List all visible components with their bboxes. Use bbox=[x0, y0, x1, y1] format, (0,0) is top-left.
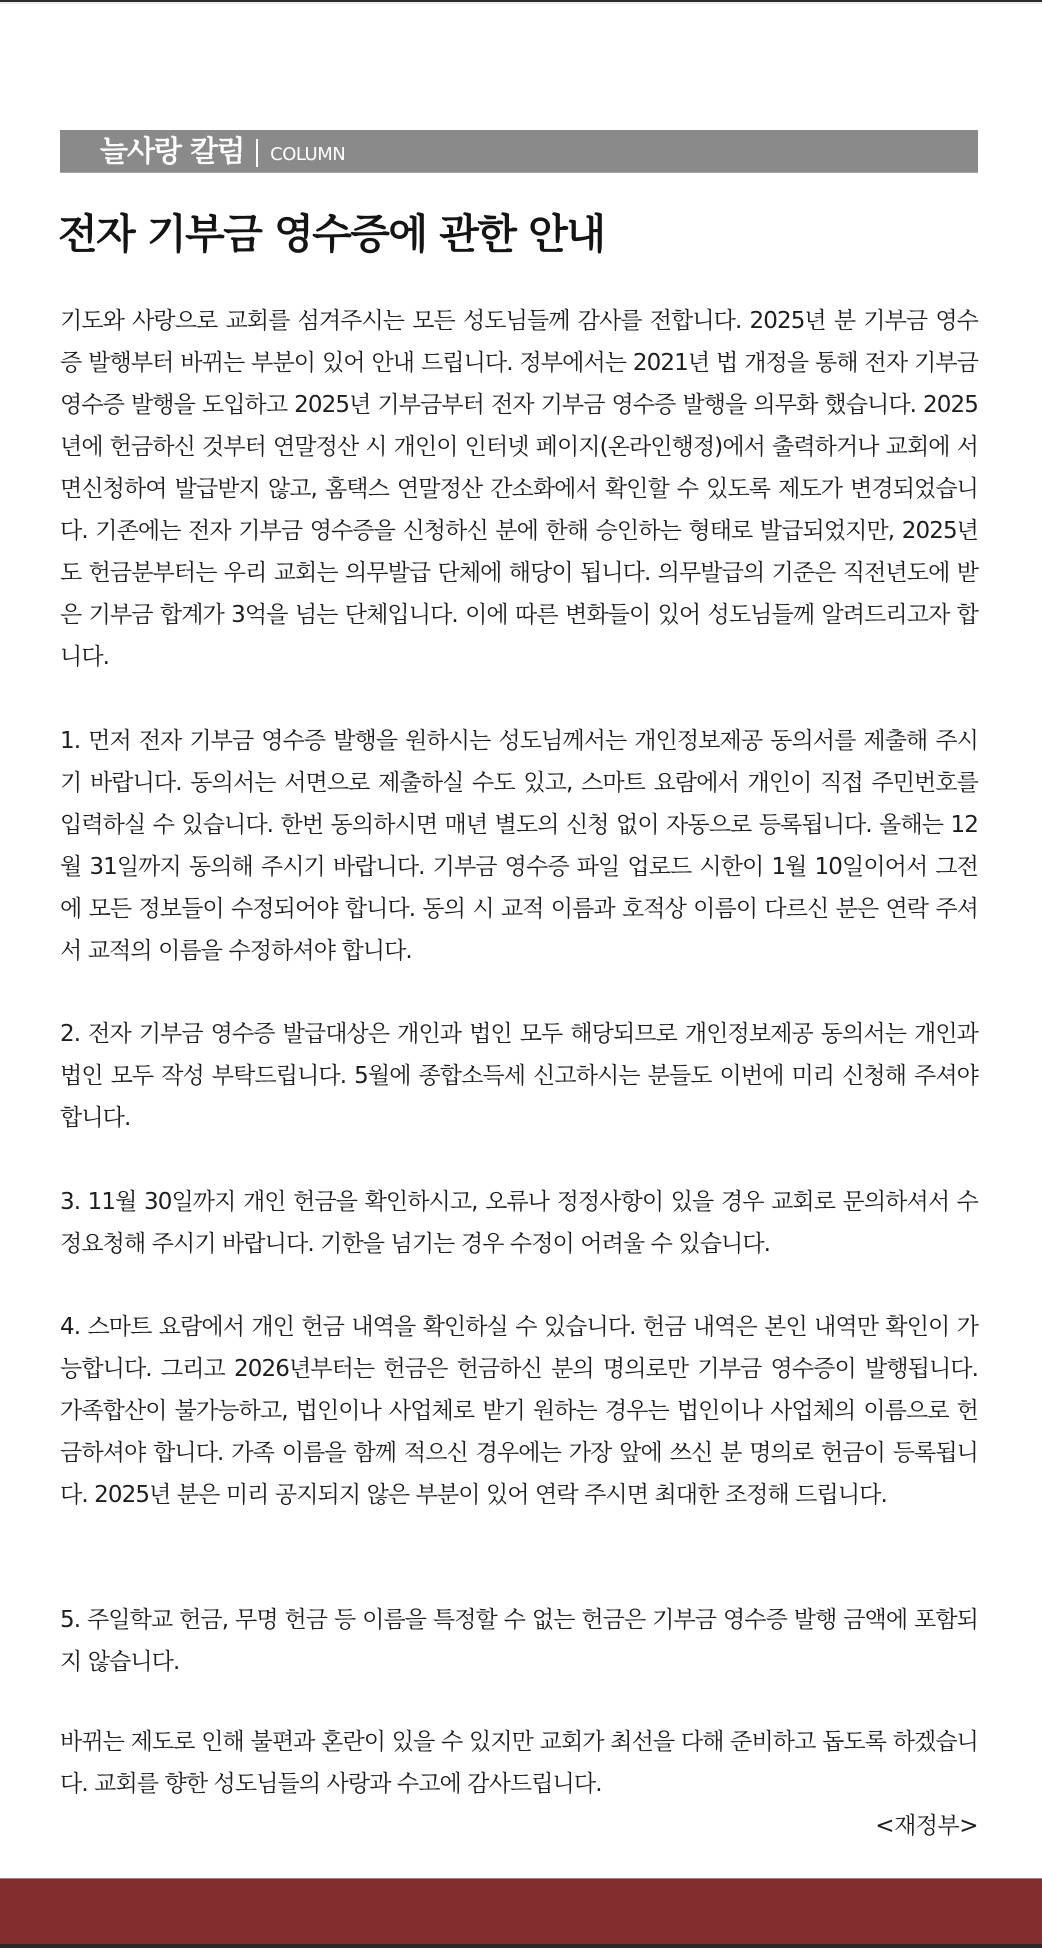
bottom-border bbox=[0, 1944, 1042, 1948]
paragraph-item-2: 2. 전자 기부금 영수증 발급대상은 개인과 법인 모두 해당되므로 개인정보제공 동의서는 개인과 법인 모두 작성 부탁드립니다. 5월에 종합소득세 신고하시는 분들도 이번에 미리 신청해 주셔야 합니다. bbox=[60, 1021, 978, 1131]
paragraph-closing: 바뀌는 제도로 인해 불편과 혼란이 있을 수 있지만 교회가 최선을 다해 준비하고 돕도록 하겠습니다. 교회를 향한 성도님들의 사랑과 수고에 감사드립니다. bbox=[60, 1729, 978, 1797]
signature: <재정부> bbox=[875, 1813, 978, 1839]
column-header-band bbox=[60, 130, 978, 173]
paragraph-item-5: 5. 주일학교 헌금, 무명 헌금 등 이름을 특정할 수 없는 헌금은 기부금 영수증 발행 금액에 포함되지 않습니다. bbox=[60, 1607, 978, 1675]
paragraph-item-3: 3. 11월 30일까지 개인 헌금을 확인하시고, 오류나 정정사항이 있을 경우 교회로 문의하셔서 수정요청해 주시기 바랍니다. 기한을 넘기는 경우 수정이 어려울 수 있습니다. bbox=[60, 1189, 978, 1257]
article-title: 전자 기부금 영수증에 관한 안내 bbox=[58, 210, 605, 258]
paragraph-item-4: 4. 스마트 요람에서 개인 헌금 내역을 확인하실 수 있습니다. 헌금 내역은 본인 내역만 확인이 가능합니다. 그리고 2026년부터는 헌금은 헌금하신 분의 명의로만 기부금 영수증이 발행됩니다. 가족합산이 불가능하고, 법인이나 사업체로 받기 원하는 경우는 법인이나 사업체의 이름으로 헌금하셔야 합니다. 가족 이름을 함께 적으신 경우에는 가장 앞에 쓰신 분 명의로 헌금이 등록됩니다. 2025년 분은 미리 공지되지 않은 부분이 있어 연락 주시면 최대한 조정해 드립니다. bbox=[60, 1314, 978, 1508]
paragraph-intro: 기도와 사랑으로 교회를 섬겨주시는 모든 성도님들께 감사를 전합니다. 2025년 분 기부금 영수증 발행부터 바뀌는 부분이 있어 안내 드립니다. 정부에서는 2021년 법 개정을 통해 전자 기부금 영수증 발행을 도입하고 2025년 기부금부터 전자 기부금 영수증 발행을 의무화 했습니다. 2025년에 헌금하신 것부터 연말정산 시 개인이 인터넷 페이지(온라인행정)에서 출력하거나 교회에 서면신청하여 발급받지 않고, 홈택스 연말정산 간소화에서 확인할 수 있도록 제도가 변경되었습니다. 기존에는 전자 기부금 영수증을 신청하신 분에 한해 승인하는 형태로 발급되었지만, 2025년도 헌금분부터는 우리 교회는 의무발급 단체에 해당이 됩니다. 의무발급의 기준은 직전년도에 받은 기부금 합계가 3억을 넘는 단체입니다. 이에 따른 변화들이 있어 성도님들께 알려드리고자 합니다. bbox=[60, 308, 978, 670]
footer-bar bbox=[0, 1878, 1042, 1944]
column-divider bbox=[256, 139, 258, 167]
paragraph-item-1: 1. 먼저 전자 기부금 영수증 발행을 원하시는 성도님께서는 개인정보제공 동의서를 제출해 주시기 바랍니다. 동의서는 서면으로 제출하실 수도 있고, 스마트 요람에서 개인이 직접 주민번호를 입력하실 수 있습니다. 한번 동의하시면 매년 별도의 신청 없이 자동으로 등록됩니다. 올해는 12월 31일까지 동의해 주시기 바랍니다. 기부금 영수증 파일 업로드 시한이 1월 10일이어서 그전에 모든 정보들이 수정되어야 합니다. 동의 시 교적 이름과 호적상 이름이 다르신 분은 연락 주셔서 교적의 이름을 수정하셔야 합니다. bbox=[60, 728, 978, 964]
top-border-shadow bbox=[0, 2, 1042, 4]
column-name: 늘사랑 칼럼 bbox=[100, 133, 245, 168]
column-label-en: COLUMN bbox=[270, 143, 346, 165]
